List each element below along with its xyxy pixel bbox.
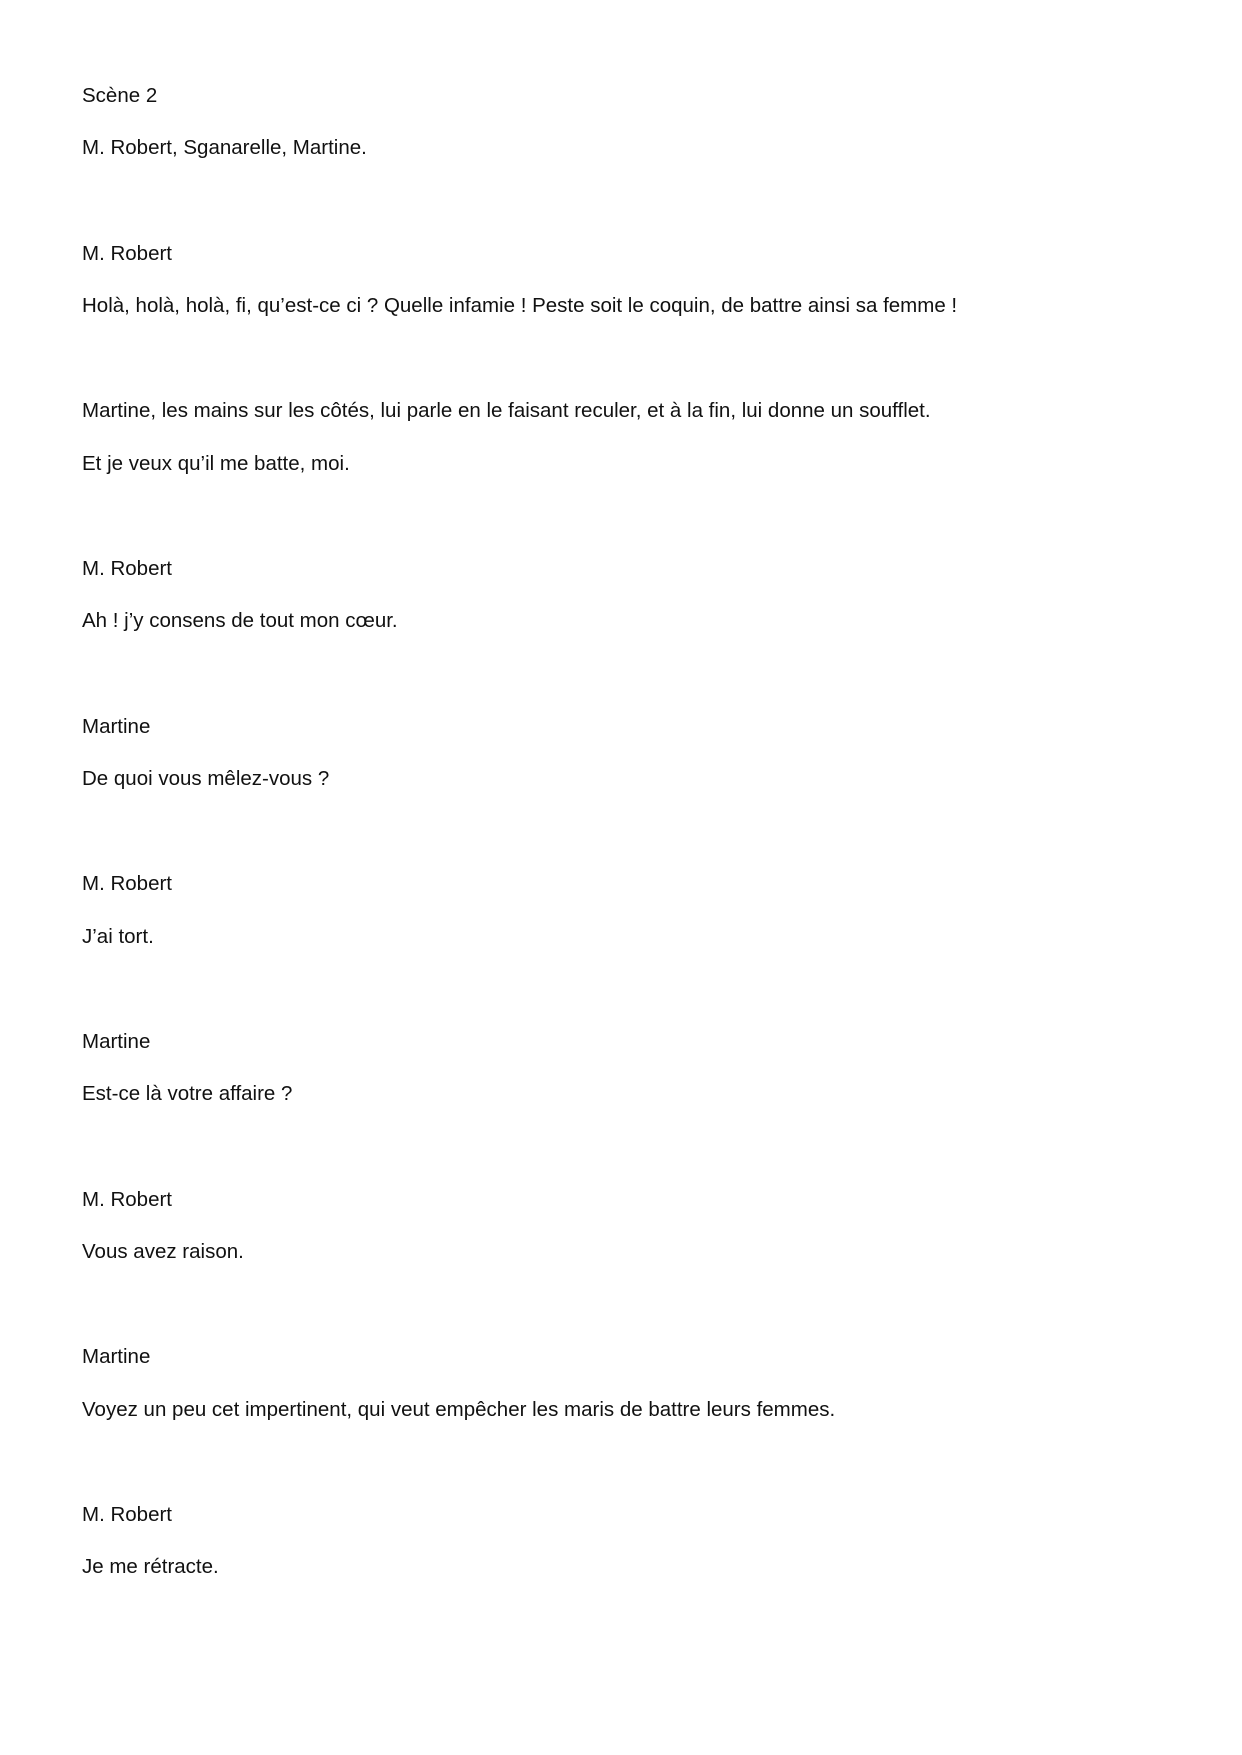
dialogue-line: Est-ce là votre affaire ? bbox=[82, 1082, 293, 1105]
speaker-name: Martine bbox=[82, 715, 151, 738]
dialogue-line: De quoi vous mêlez-vous ? bbox=[82, 767, 330, 790]
scene-characters: M. Robert, Sganarelle, Martine. bbox=[82, 136, 367, 159]
dialogue-line: J’ai tort. bbox=[82, 925, 154, 948]
stage-direction: Martine, les mains sur les côtés, lui parle en le faisant reculer, et à la fin, lui donne un soufflet. bbox=[82, 399, 931, 422]
dialogue-line: Et je veux qu’il me batte, moi. bbox=[82, 452, 350, 475]
speaker-name: M. Robert bbox=[82, 872, 172, 895]
dialogue-line: Voyez un peu cet impertinent, qui veut empêcher les maris de battre leurs femmes. bbox=[82, 1398, 836, 1421]
speaker-name: Martine bbox=[82, 1030, 151, 1053]
dialogue-line: Ah ! j’y consens de tout mon cœur. bbox=[82, 609, 398, 632]
dialogue-line: Vous avez raison. bbox=[82, 1240, 244, 1263]
dialogue-line: Holà, holà, holà, fi, qu’est-ce ci ? Quelle infamie ! Peste soit le coquin, de battre ainsi sa femme ! bbox=[82, 294, 958, 317]
speaker-name: Martine bbox=[82, 1345, 151, 1368]
speaker-name: M. Robert bbox=[82, 1503, 172, 1526]
speaker-name: M. Robert bbox=[82, 1188, 172, 1211]
speaker-name: M. Robert bbox=[82, 242, 172, 265]
dialogue-line: Je me rétracte. bbox=[82, 1555, 219, 1578]
scene-title: Scène 2 bbox=[82, 84, 158, 107]
speaker-name: M. Robert bbox=[82, 557, 172, 580]
